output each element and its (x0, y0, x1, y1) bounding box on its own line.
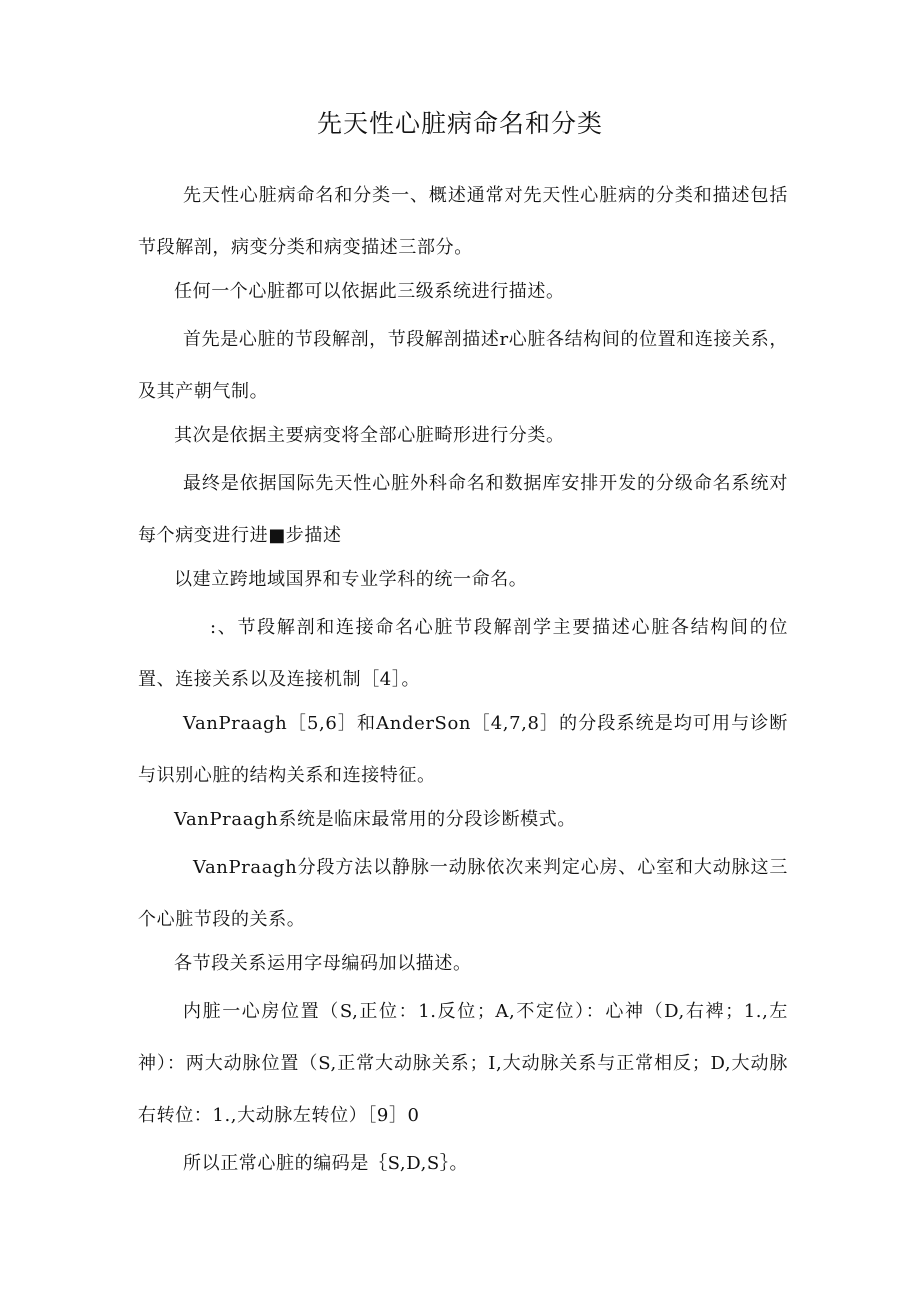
paragraph-vanpraagh-method: VanPraagh分段方法以静脉一动脉依次来判定心房、心室和大动脉这三个心脏节段的关系。 (138, 857, 788, 930)
paragraph-nomenclature-system: 最终是依据国际先天性心脏外科命名和数据库安排开发的分级命名系统对每个病变进行进■步描述 (138, 473, 788, 546)
paragraph-three-level-system: 任何一个心脏都可以依据此三级系统进行描述。 (174, 281, 565, 302)
paragraph-classification: 其次是依据主要病变将全部心脏畸形进行分类。 (174, 425, 565, 446)
paragraph-unified-naming: 以建立跨地域国界和专业学科的统一命名。 (174, 569, 528, 590)
paragraph-visceral-atrial: 内脏一心房位置（S,正位：1.反位；A,不定位）：心神（D,右裨；1.,左神）：两大动脉位置（S,正常大动脉关系；I,大动脉关系与正常相反；D,大动脉右转位：1.,大动脉左转位）［9］0 (138, 1001, 788, 1126)
paragraph-vanpraagh-common: VanPraagh系统是临床最常用的分段诊断模式。 (174, 809, 576, 830)
document-title: 先天性心脏病命名和分类 (316, 109, 603, 138)
paragraph-normal-code: 所以正常心脏的编码是｛S,D,S｝。 (183, 1153, 469, 1174)
paragraph-segment-systems: VanPraagh［5,6］和AnderSon［4,7,8］的分段系统是均可用与诊断与识别心脏的结构关系和连接特征。 (138, 713, 788, 786)
paragraph-segmental-anatomy: 首先是心脏的节段解剖，节段解剖描述r心脏各结构间的位置和连接关系，及其产朝气制。 (138, 329, 788, 402)
paragraph-segment-connection: :、节段解剖和连接命名心脏节段解剖学主要描述心脏各结构间的位置、连接关系以及连接机制［4］。 (138, 617, 788, 690)
paragraph-overview: 先天性心脏病命名和分类一、概述通常对先天性心脏病的分类和描述包括节段解剖，病变分类和病变描述三部分。 (138, 185, 788, 258)
paragraph-letter-coding: 各节段关系运用字母编码加以描述。 (174, 953, 472, 974)
